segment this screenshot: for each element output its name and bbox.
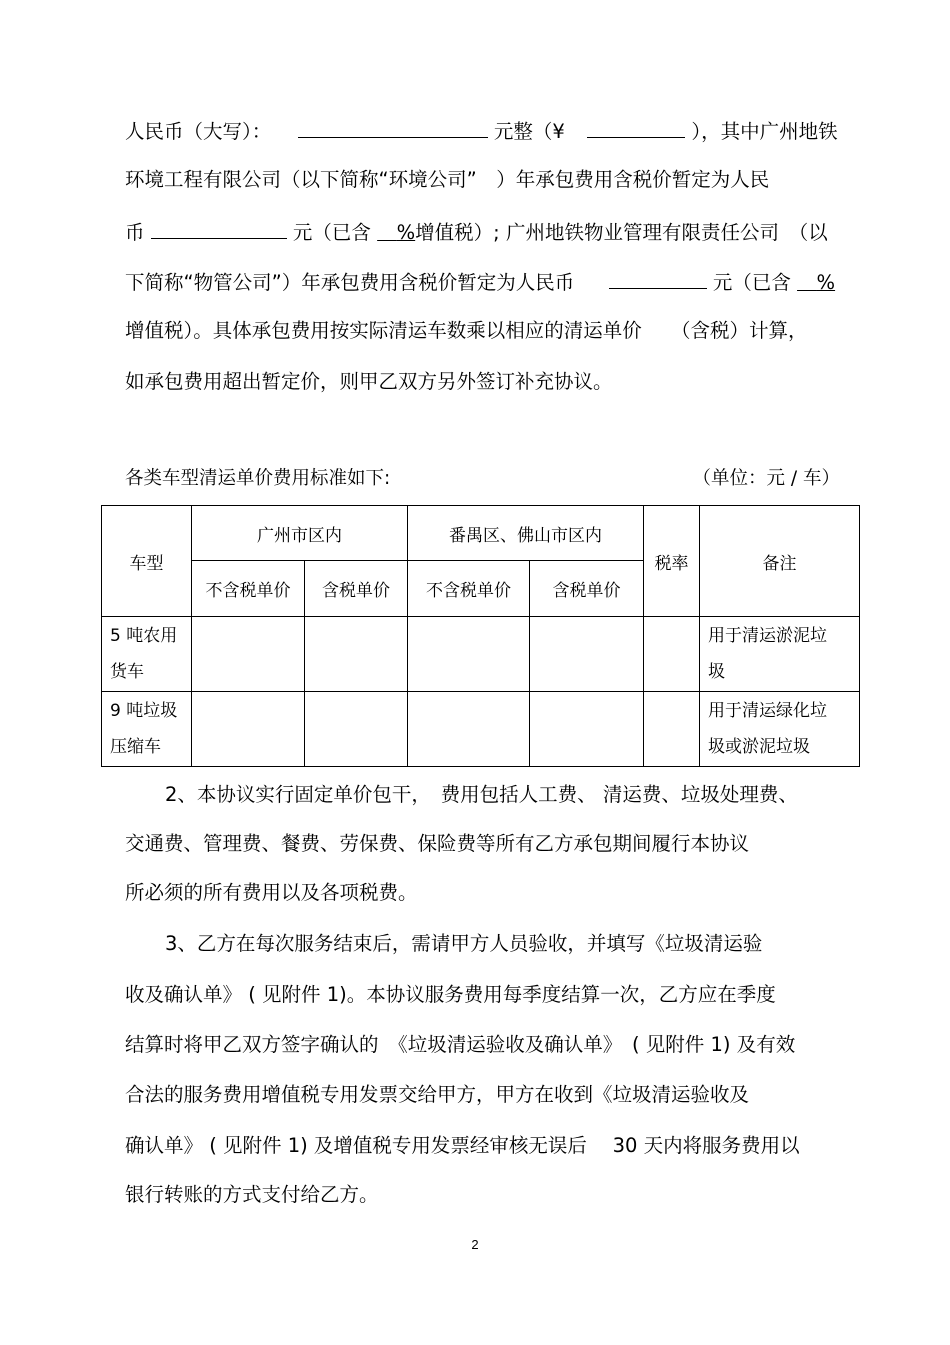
para1-line-6: 如承包费用超出暂定价，则甲乙双方另外签订补充协议。 bbox=[125, 370, 613, 393]
tax-rate-blank: % bbox=[816, 271, 836, 294]
header-gz-excl-tax: 不含税单价 bbox=[192, 561, 305, 617]
empty-cell bbox=[192, 617, 305, 692]
empty-cell bbox=[530, 617, 644, 692]
para1-line-2: 环境工程有限公司（以下简称“环境公司” ）年承包费用含税价暂定为人民 bbox=[125, 168, 770, 191]
para1-line-5: 增值税）。具体承包费用按实际清运车数乘以相应的清运单价 （含税）计算， bbox=[125, 319, 808, 342]
para1-line-1 bbox=[125, 117, 838, 145]
para2-line-1: 2、本协议实行固定单价包干， 费用包括人工费、 清运费、垃圾处理费、 bbox=[165, 783, 798, 806]
header-panyu-foshan: 番禺区、佛山市区内 bbox=[408, 506, 644, 561]
amount-figure-blank bbox=[587, 117, 685, 138]
page-number: 2 bbox=[471, 1237, 479, 1252]
empty-cell bbox=[644, 692, 700, 767]
header-note: 备注 bbox=[700, 506, 860, 617]
header-gz-incl-tax: 含税单价 bbox=[305, 561, 408, 617]
empty-cell bbox=[644, 617, 700, 692]
para3-line-3: 结算时将甲乙双方签字确认的 《垃圾清运验收及确认单》 ( 见附件 1) 及有效 bbox=[125, 1033, 796, 1056]
empty-cell bbox=[305, 617, 408, 692]
vehicle-cell: 5 吨农用 货车 bbox=[102, 617, 192, 692]
amount-words-blank bbox=[298, 117, 488, 138]
empty-cell bbox=[192, 692, 305, 767]
text: 元（已含 bbox=[712, 271, 791, 294]
text: 元（已含 bbox=[292, 221, 371, 244]
tax-rate-blank: % bbox=[396, 221, 416, 244]
para3-line-6: 银行转账的方式支付给乙方。 bbox=[125, 1183, 379, 1206]
text: ），其中广州地铁 bbox=[691, 120, 838, 143]
vehicle-cell: 9 吨垃圾 压缩车 bbox=[102, 692, 192, 767]
env-amount-blank bbox=[151, 218, 287, 239]
para3-line-1: 3、乙方在每次服务结束后，需请甲方人员验收，并填写《垃圾清运验 bbox=[165, 932, 763, 955]
para2-line-2: 交通费、管理费、餐费、劳保费、保险费等所有乙方承包期间履行本协议 bbox=[125, 832, 750, 855]
empty-cell bbox=[305, 692, 408, 767]
para3-line-5: 确认单》 ( 见附件 1) 及增值税专用发票经审核无误后 30 天内将服务费用以 bbox=[125, 1134, 800, 1157]
text: 人民币（大写）： bbox=[125, 120, 272, 143]
unit-text: （单位：元 / 车） bbox=[692, 468, 840, 489]
price-table bbox=[101, 505, 860, 767]
para1-line-3 bbox=[125, 218, 828, 246]
prop-amount-blank bbox=[609, 268, 707, 289]
table-header-row bbox=[102, 506, 860, 561]
empty-cell bbox=[408, 617, 530, 692]
para1-line-4 bbox=[125, 268, 835, 296]
empty-cell bbox=[408, 692, 530, 767]
table-row bbox=[102, 692, 860, 767]
para2-line-3: 所必须的所有费用以及各项税费。 bbox=[125, 881, 418, 904]
header-guangzhou: 广州市区内 bbox=[192, 506, 408, 561]
header-py-incl-tax: 含税单价 bbox=[530, 561, 644, 617]
table-caption bbox=[125, 466, 840, 492]
table-row bbox=[102, 617, 860, 692]
header-py-excl-tax: 不含税单价 bbox=[408, 561, 530, 617]
caption-text: 各类车型清运单价费用标准如下: bbox=[125, 468, 391, 489]
note-cell: 用于清运淤泥垃 圾 bbox=[700, 617, 860, 692]
text: 币 bbox=[125, 221, 145, 244]
text: 增值税）; 广州地铁物业管理有限责任公司 （以 bbox=[415, 221, 828, 244]
para3-line-2: 收及确认单》 ( 见附件 1)。本协议服务费用每季度结算一次，乙方应在季度 bbox=[125, 983, 776, 1006]
header-vehicle: 车型 bbox=[102, 506, 192, 617]
text: 下简称“物管公司”）年承包费用含税价暂定为人民币 bbox=[125, 271, 575, 294]
header-tax-rate: 税率 bbox=[644, 506, 700, 617]
note-cell: 用于清运绿化垃 圾或淤泥垃圾 bbox=[700, 692, 860, 767]
para3-line-4: 合法的服务费用增值税专用发票交给甲方，甲方在收到《垃圾清运验收及 bbox=[125, 1083, 750, 1106]
empty-cell bbox=[530, 692, 644, 767]
text: 元整（¥ bbox=[493, 120, 565, 143]
